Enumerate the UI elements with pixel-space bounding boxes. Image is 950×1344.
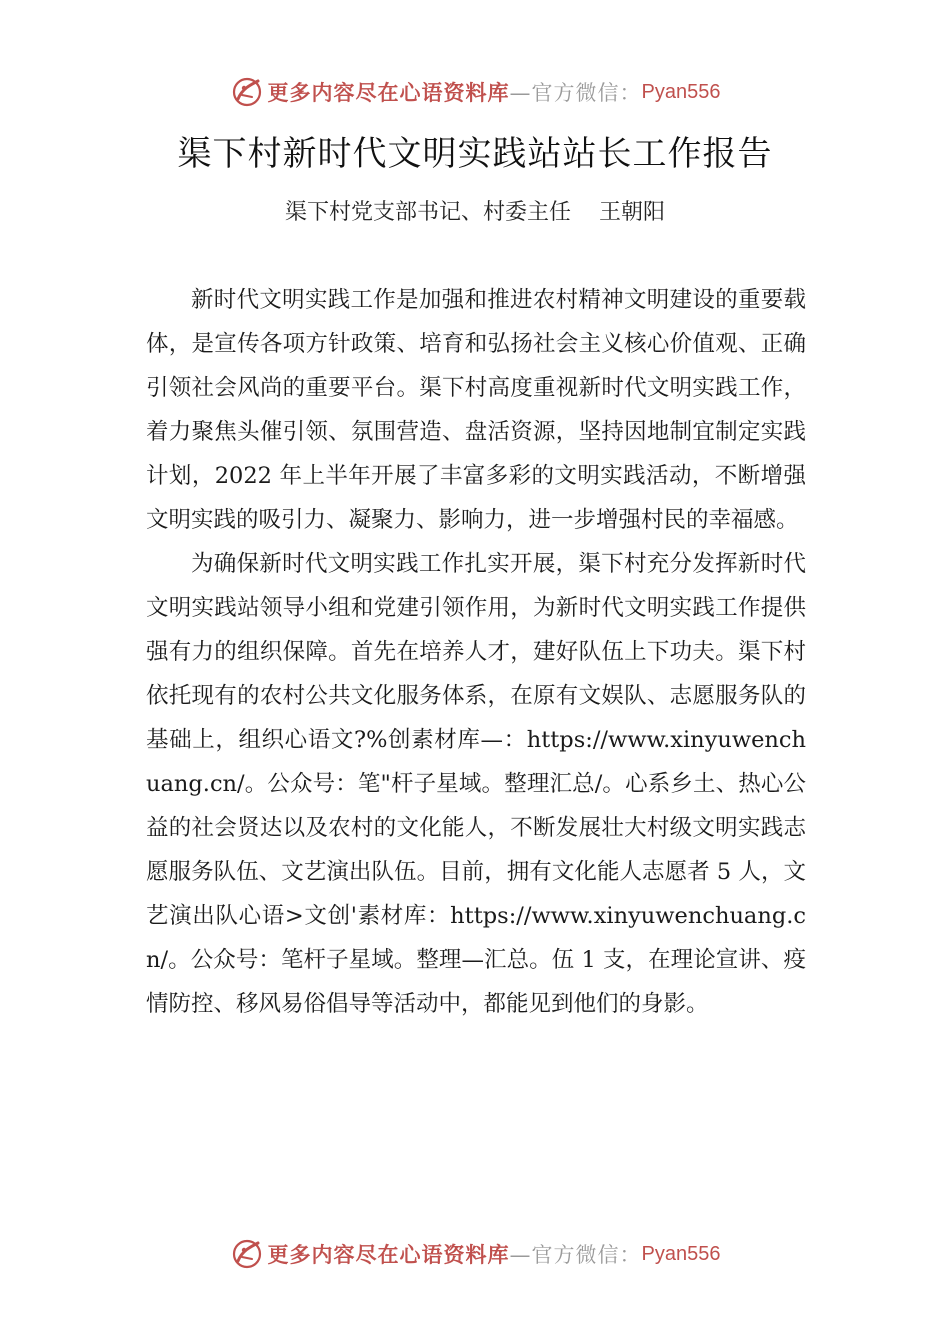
logo-icon <box>230 1237 264 1271</box>
paragraph: 为确保新时代文明实践工作扎实开展，渠下村充分发挥新时代文明实践站领导小组和党建引领作用，为新时代文明实践工作提供强有力的组织保障。首先在培养人才，建好队伍上下功夫。渠下村依托现有的农村公共文化服务体系，在原有文娱队、志愿服务队的基础上，组织心语文?%创素材库—：https://www.xinyuwenchuang.cn/。公众号：笔"杆子星域。整理汇总/。心系乡土、热心公益的社会贤达以及农村的文化能人，不断发展壮大村级文明实践志愿服务队伍、文艺演出队伍。目前，拥有文化能人志愿者 5 人，文艺演出队心语>文创'素材库：https://www.xinyuwenchuang.cn/。公众号：笔杆子星域。整理—汇总。伍 1 支，在理论宣讲、疫情防控、移风易俗倡导等活动中，都能见到他们的身影。 <box>146 551 806 1017</box>
document-body <box>146 278 806 1026</box>
watermark-wechat-id: Pyan556 <box>641 80 721 103</box>
page-title: 渠下村新时代文明实践站站长工作报告 <box>177 134 773 174</box>
watermark-gray-text: —官方微信： <box>509 81 642 105</box>
author-byline <box>0 195 950 226</box>
author-role: 渠下村党支部书记、村委主任 <box>284 200 571 225</box>
header-watermark <box>0 72 950 112</box>
logo-icon <box>230 75 264 109</box>
footer-watermark <box>0 1234 950 1274</box>
watermark-wechat-id: Pyan556 <box>641 1242 721 1265</box>
watermark-gray-text: —官方微信： <box>509 1243 642 1267</box>
author-name: 王朝阳 <box>599 200 666 225</box>
watermark-red-text: 更多内容尽在心语资料库 <box>267 1243 510 1267</box>
watermark-red-text: 更多内容尽在心语资料库 <box>267 81 510 105</box>
paragraph: 新时代文明实践工作是加强和推进农村精神文明建设的重要载体，是宣传各项方针政策、培育和弘扬社会主义核心价值观、正确引领社会风尚的重要平台。渠下村高度重视新时代文明实践工作，着力聚焦头催引领、氛围营造、盘活资源，坚持因地制宜制定实践计划，2022 年上半年开展了丰富多彩的文明实践活动，不断增强文明实践的吸引力、凝聚力、影响力，进一步增强村民的幸福感。 <box>146 287 806 533</box>
